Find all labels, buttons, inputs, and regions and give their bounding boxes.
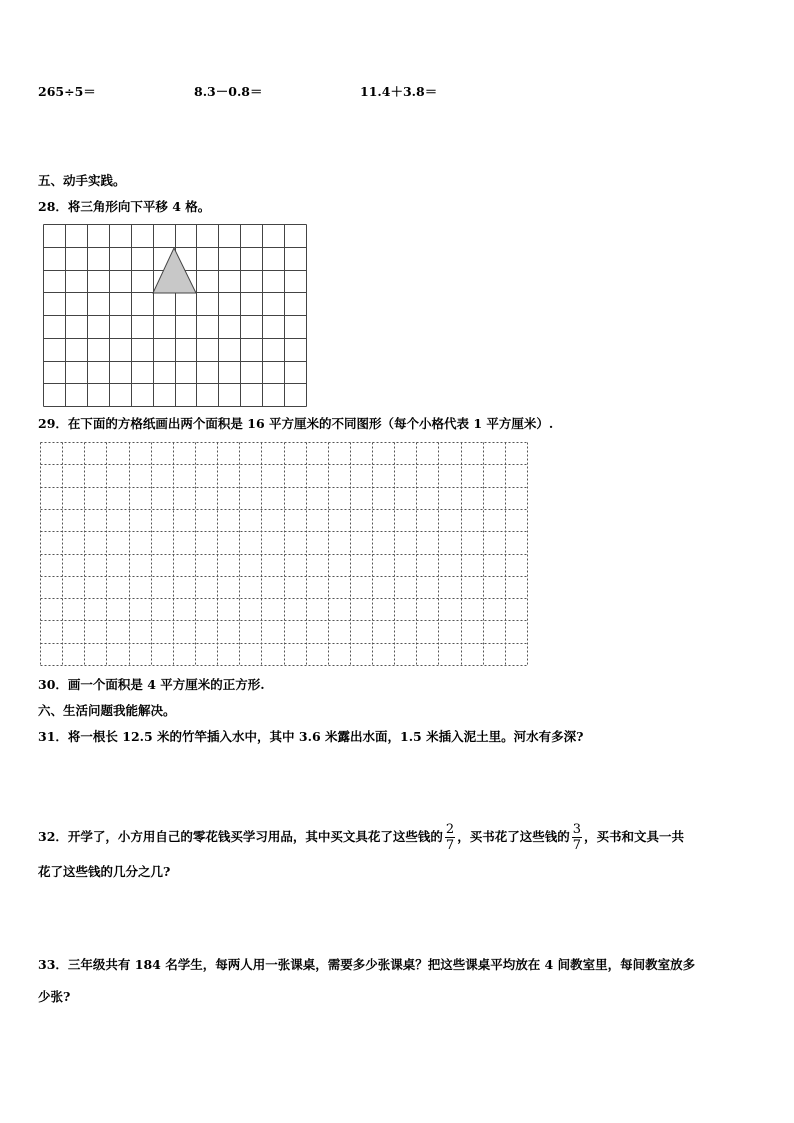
fraction-three-sevenths (572, 822, 582, 853)
q32-part3: ，买书和文具一共 (583, 829, 684, 844)
grid-28[interactable] (43, 224, 307, 407)
q32-part2: ，买书花了这些钱的 (457, 829, 570, 844)
fraction-numerator: 2 (445, 822, 455, 837)
question-28: 28．将三角形向下平移 4 格。 (38, 199, 211, 214)
question-33-line2: 少张? (38, 989, 71, 1004)
fraction-denominator: 7 (572, 838, 581, 853)
calc-expression-1: 265÷5＝ (38, 84, 96, 99)
fraction-two-sevenths (445, 822, 455, 853)
section-five-heading: 五、动手实践。 (38, 173, 126, 188)
question-32-line2: 花了这些钱的几分之几? (38, 864, 171, 879)
question-31: 31．将一根长 12.5 米的竹竿插入水中，其中 3.6 米露出水面，1.5 米插入泥土里。河水有多深? (38, 729, 584, 744)
question-30: 30．画一个面积是 4 平方厘米的正方形. (38, 677, 265, 692)
question-32-line1 (38, 822, 684, 853)
calc-expression-2: 8.3－0.8＝ (194, 84, 263, 99)
calc-expression-3: 11.4＋3.8＝ (360, 84, 438, 99)
fraction-denominator: 7 (445, 838, 455, 853)
section-six-heading: 六、生活问题我能解决。 (38, 703, 176, 718)
fraction-numerator: 3 (572, 822, 581, 837)
question-29: 29．在下面的方格纸画出两个面积是 16 平方厘米的不同图形（每个小格代表 1 平方厘米）. (38, 416, 554, 431)
grid-29[interactable] (40, 442, 528, 666)
question-33-line1: 33．三年级共有 184 名学生，每两人用一张课桌，需要多少张课桌？把这些课桌平均放在 4 间教室里，每间教室放多 (38, 957, 696, 972)
q32-part1: 32．开学了，小方用自己的零花钱买学习用品，其中买文具花了这些钱的 (38, 829, 443, 844)
